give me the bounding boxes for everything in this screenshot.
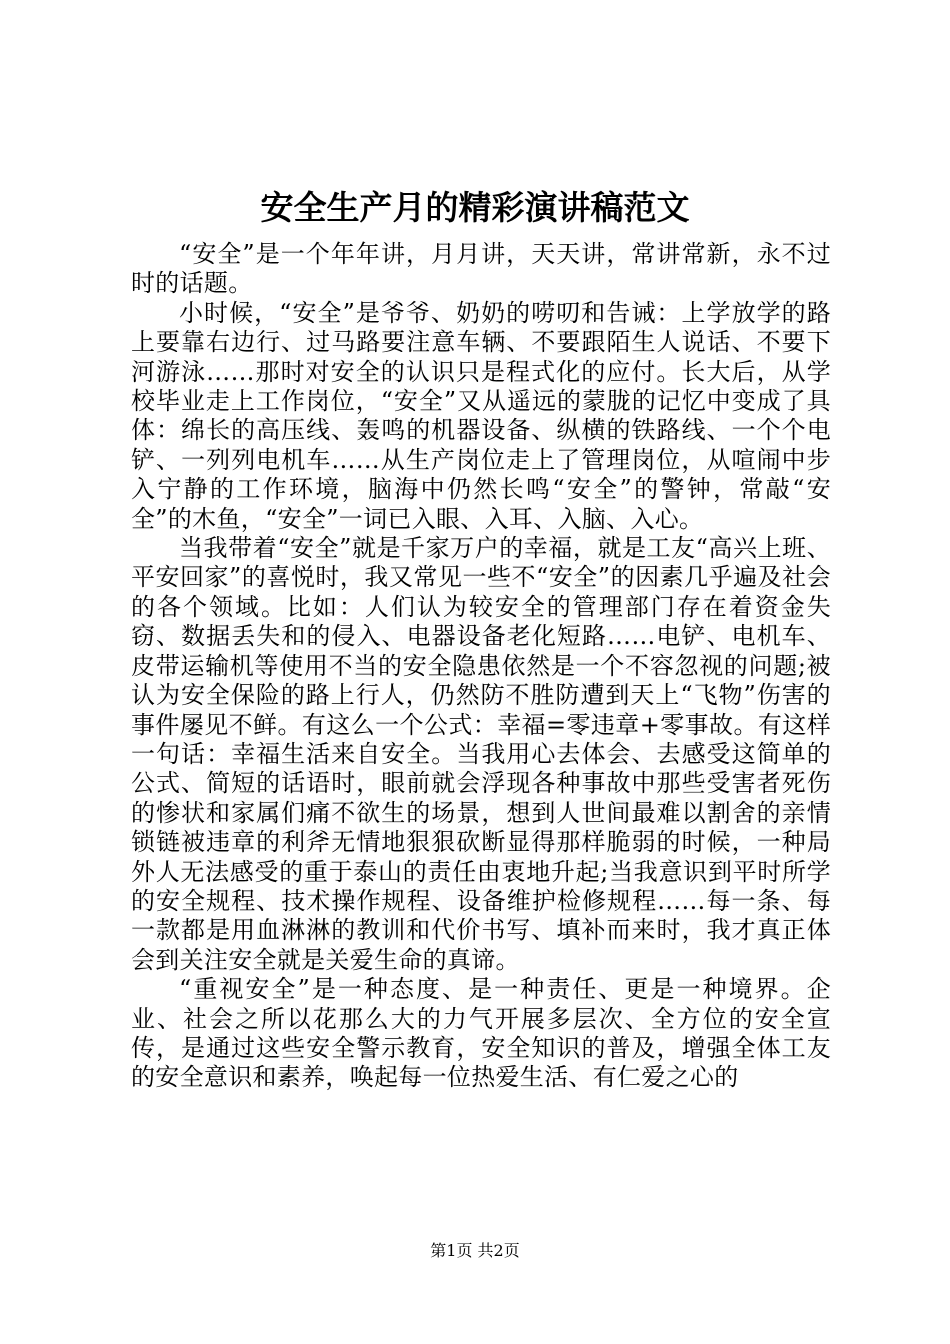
document-body <box>131 240 831 1093</box>
paragraph-4: “重视安全”是一种态度、是一种责任、更是一种境界。企业、社会之所以花那么大的力气开展多层次、全方位的安全宣传，是通过这些安全警示教育，安全知识的普及，增强全体工友的安全意识和素养，唤起每一位热爱生活、有仁爱之心的 <box>131 975 831 1092</box>
paragraph-3: 当我带着“安全”就是千家万户的幸福，就是工友“高兴上班、平安回家”的喜悦时，我又常见一些不“安全”的因素几乎遍及社会的各个领域。比如：人们认为较安全的管理部门存在着资金失窃、数据丢失和的侵入、电器设备老化短路……电铲、电机车、皮带运输机等使用不当的安全隐患依然是一个不容忽视的问题;被认为安全保险的路上行人，仍然防不胜防遭到天上“飞物”伤害的事件屡见不鲜。有这么一个公式：幸福=零违章+零事故。有这样一句话：幸福生活来自安全。当我用心去体会、去感受这简单的公式、简短的话语时，眼前就会浮现各种事故中那些受害者死伤的惨状和家属们痛不欲生的场景，想到人世间最难以割舍的亲情锁链被违章的利斧无情地狠狠砍断显得那样脆弱的时候，一种局外人无法感受的重于泰山的责任由衷地升起;当我意识到平时所学的安全规程、技术操作规程、设备维护检修规程……每一条、每一款都是用血淋淋的教训和代价书写、填补而来时，我才真正体会到关注安全就是关爱生命的真谛。 <box>131 534 831 974</box>
paragraph-1: “安全”是一个年年讲，月月讲，天天讲，常讲常新，永不过时的话题。 <box>131 240 831 298</box>
page-number-footer: 第1页 共2页 <box>430 1241 520 1260</box>
paragraph-2: 小时候，“安全”是爷爷、奶奶的唠叨和告诫：上学放学的路上要靠右边行、过马路要注意车辆、不要跟陌生人说话、不要下河游泳……那时对安全的认识只是程式化的应付。长大后，从学校毕业走上工作岗位，“安全”又从遥远的蒙胧的记忆中变成了具体：绵长的高压线、轰鸣的机器设备、纵横的铁路线、一个个电铲、一列列电机车……从生产岗位走上了管理岗位，从喧闹中步入宁静的工作环境，脑海中仍然长鸣“安全”的警钟，常敲“安全”的木鱼，“安全”一词已入眼、入耳、入脑、入心。 <box>131 298 831 533</box>
document-title: 安全生产月的精彩演讲稿范文 <box>260 188 690 227</box>
